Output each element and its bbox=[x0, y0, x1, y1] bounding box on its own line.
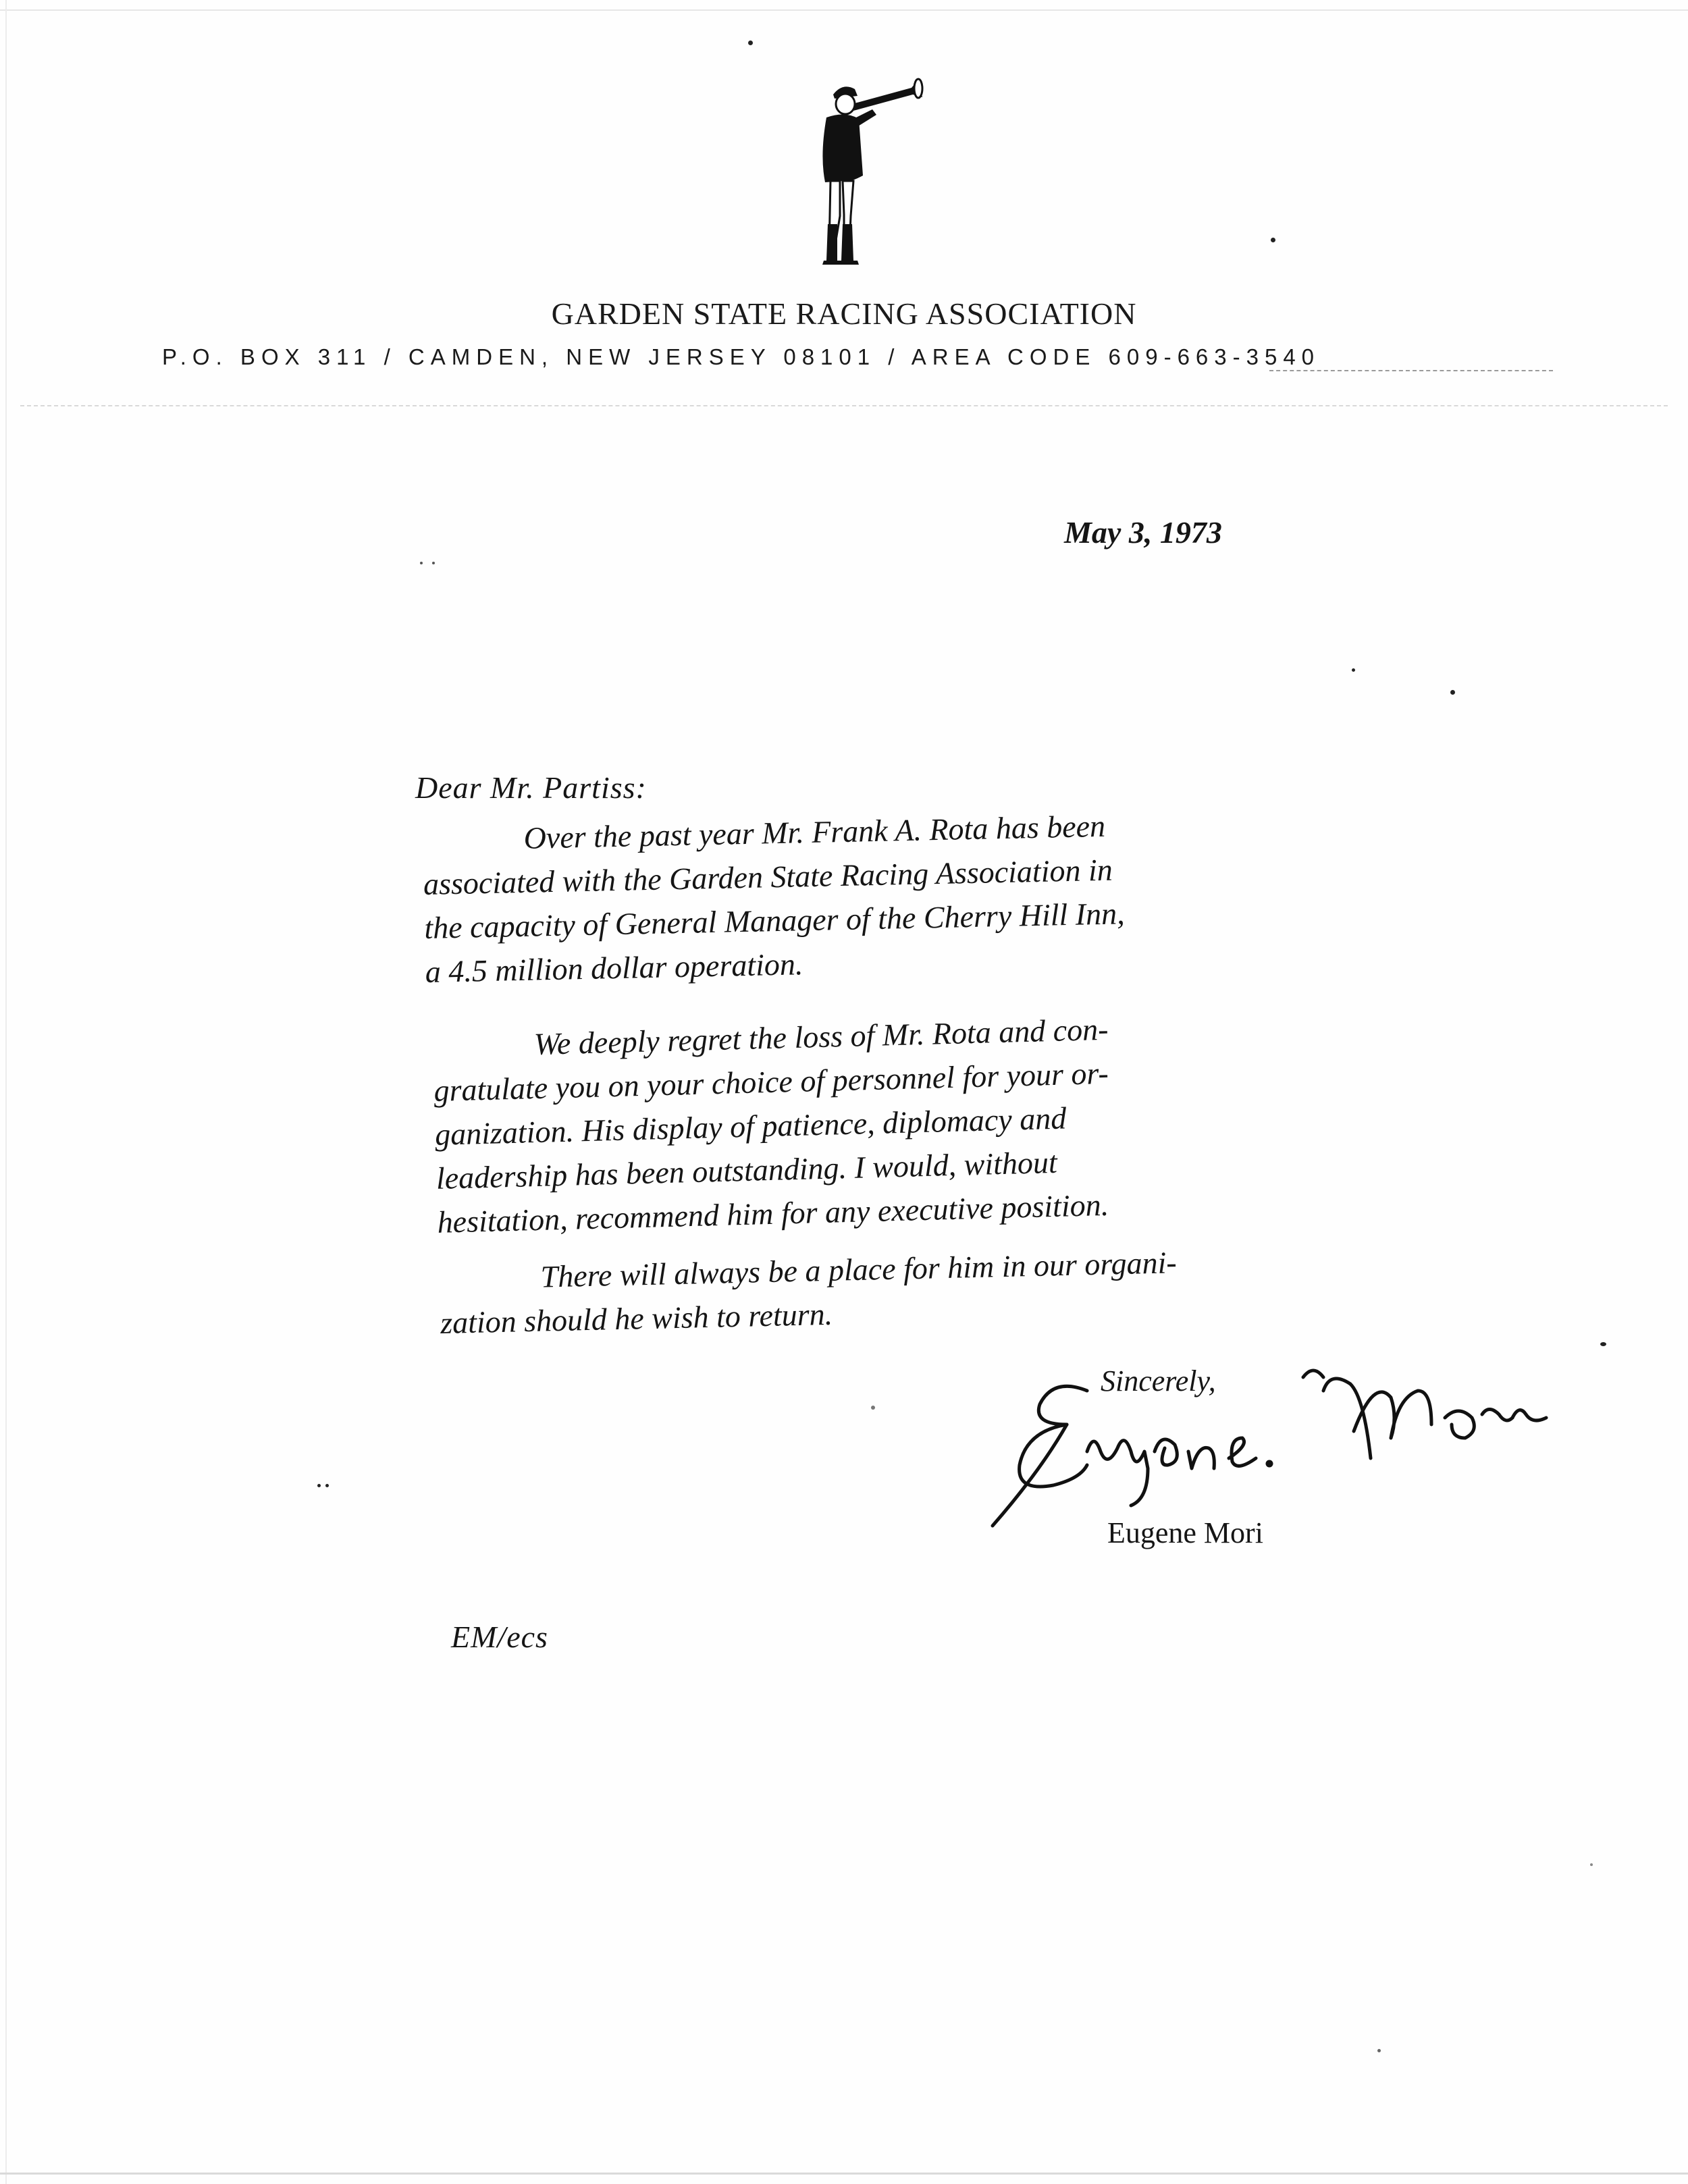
scan-speck bbox=[317, 1484, 321, 1487]
paragraph-line: a 4.5 million dollar operation. bbox=[425, 947, 803, 989]
scan-speck bbox=[432, 562, 435, 564]
scan-speck bbox=[325, 1484, 329, 1487]
closing: Sincerely, bbox=[1101, 1364, 1216, 1397]
scan-speck bbox=[1590, 1863, 1593, 1866]
paragraph-line: We deeply regret the loss of Mr. Rota and con- bbox=[533, 1011, 1109, 1062]
paragraph-line: gratulate you on your choice of personnel for your or- bbox=[433, 1055, 1109, 1108]
letter-date: May 3, 1973 bbox=[1064, 515, 1222, 550]
letterhead-rule bbox=[1269, 370, 1553, 371]
paragraph-2 bbox=[432, 998, 1464, 1244]
paragraph-line: Over the past year Mr. Frank A. Rota has been bbox=[523, 808, 1106, 855]
paragraph-3 bbox=[439, 1234, 1467, 1345]
scan-speck bbox=[1450, 690, 1455, 695]
paragraph-line: zation should he wish to return. bbox=[440, 1296, 833, 1340]
organization-name: GARDEN STATE RACING ASSOCIATION bbox=[551, 296, 1137, 331]
paragraph-1 bbox=[422, 797, 1452, 994]
paragraph-line: ganization. His display of patience, diplomacy and bbox=[434, 1100, 1067, 1152]
scan-speck bbox=[871, 1406, 875, 1410]
reference-initials: EM/ecs bbox=[451, 1620, 548, 1654]
paragraph-line: associated with the Garden State Racing Association in bbox=[423, 852, 1113, 901]
scan-speck bbox=[748, 41, 753, 45]
letterhead-rule-faint bbox=[20, 405, 1668, 406]
scan-edge-top bbox=[0, 9, 1688, 11]
scan-edge-bottom bbox=[0, 2173, 1688, 2175]
paragraph-line: There will always be a place for him in our organi- bbox=[540, 1245, 1178, 1294]
paragraph-line: the capacity of General Manager of the Cherry Hill Inn, bbox=[423, 896, 1126, 945]
organization-address: P.O. BOX 311 / CAMDEN, NEW JERSEY 08101 / AREA CODE 609-663-3540 bbox=[162, 344, 1321, 369]
scan-speck bbox=[1600, 1342, 1606, 1346]
signature bbox=[986, 1350, 1593, 1573]
paragraph-line: hesitation, recommend him for any executive position. bbox=[436, 1187, 1109, 1240]
salutation: Dear Mr. Partiss: bbox=[415, 770, 647, 805]
scan-speck bbox=[420, 562, 423, 564]
bugler-icon bbox=[810, 74, 945, 277]
signer-name: Eugene Mori bbox=[1107, 1516, 1263, 1549]
paragraph-line: leadership has been outstanding. I would, without bbox=[436, 1144, 1058, 1196]
scan-speck bbox=[1271, 238, 1275, 242]
scan-speck bbox=[1352, 668, 1355, 672]
scan-speck bbox=[1377, 2049, 1381, 2052]
